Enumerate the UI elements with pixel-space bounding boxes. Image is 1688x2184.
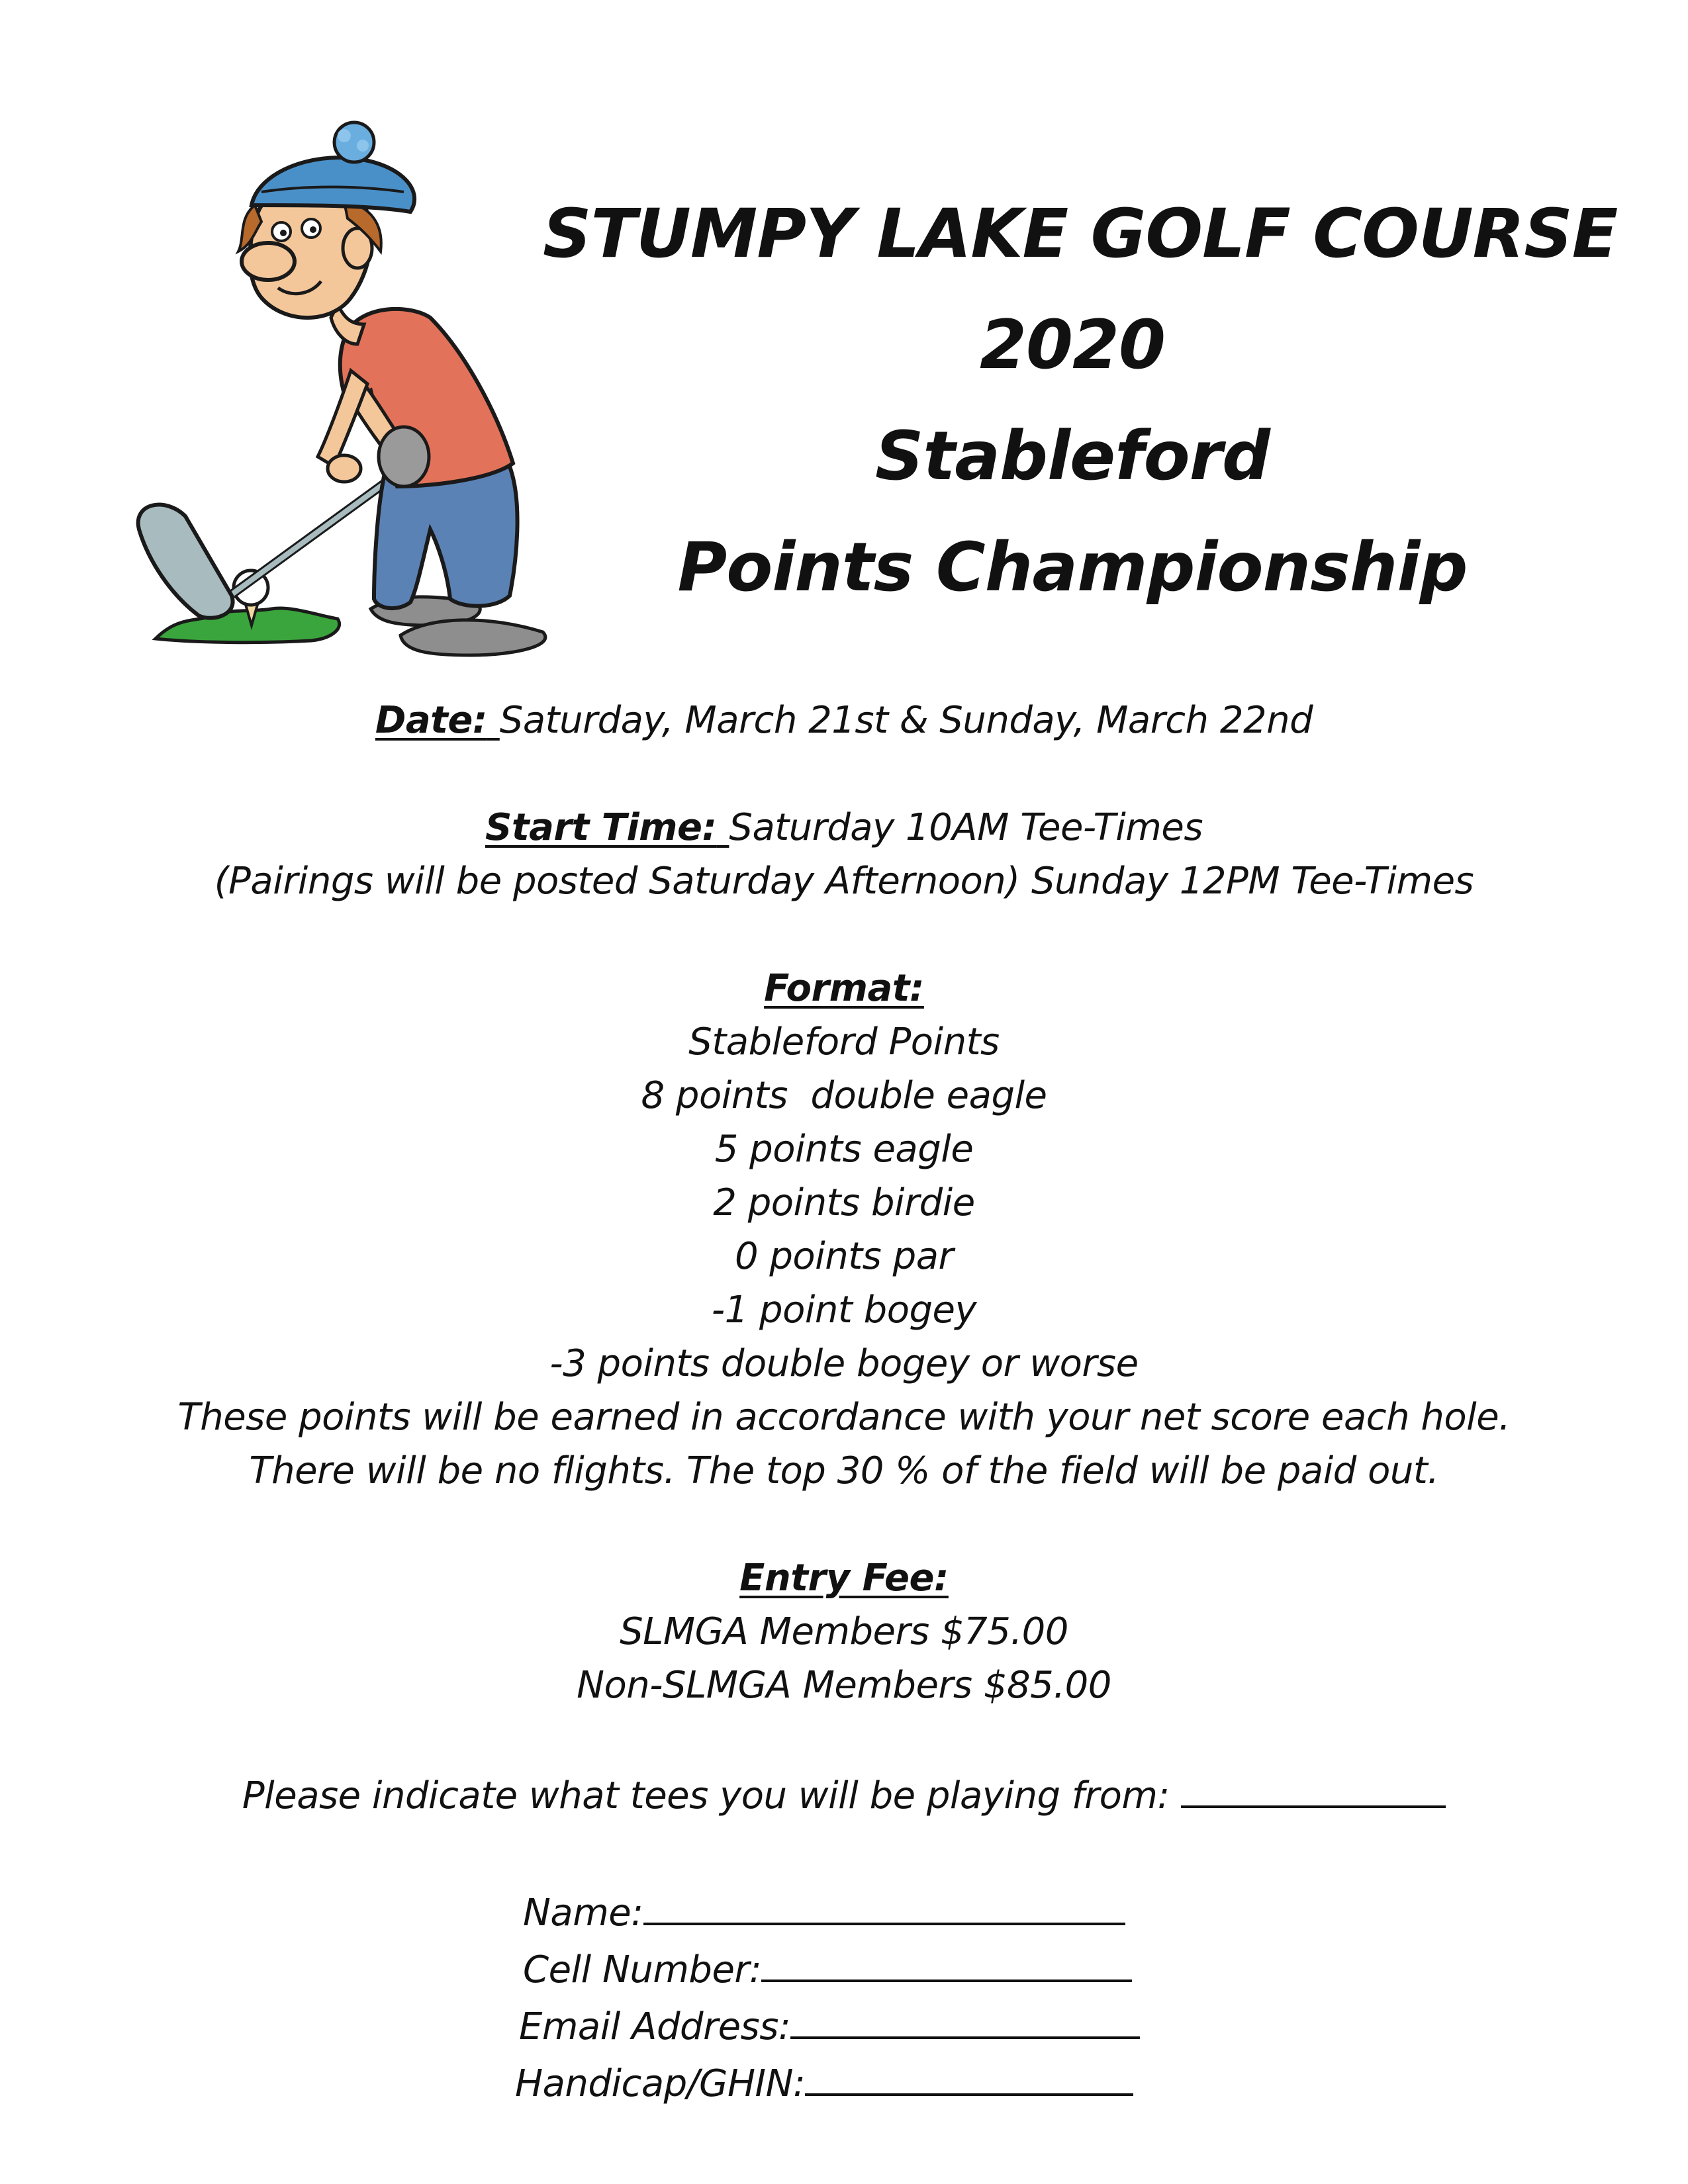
nose — [242, 243, 295, 280]
format-line: There will be no flights. The top 30 % of the field will be paid out. — [249, 1449, 1439, 1492]
format-line: 2 points birdie — [713, 1181, 975, 1224]
date-value: Saturday, March 21st & Sunday, March 22nd — [499, 699, 1313, 742]
start-time-note: (Pairings will be posted Saturday Afternoon) Sunday 12PM Tee-Times — [214, 860, 1474, 903]
name-blank[interactable] — [643, 1883, 1125, 1925]
handicap-blank[interactable] — [805, 2054, 1133, 2096]
email-label: Email Address: — [519, 2005, 791, 2048]
handicap-row — [515, 2054, 1140, 2111]
email-blank[interactable] — [790, 1997, 1140, 2039]
golfer-illustration — [119, 106, 583, 675]
hands — [379, 427, 429, 486]
cell-row — [523, 1940, 1140, 1997]
club-head — [138, 505, 233, 618]
handicap-label: Handicap/GHIN: — [515, 2062, 806, 2105]
name-label: Name: — [523, 1891, 643, 1934]
cap — [252, 158, 414, 212]
pom-pom — [334, 122, 374, 162]
start-time-label: Start Time: — [485, 806, 717, 849]
member-fee: SLMGA Members $75.00 — [620, 1610, 1068, 1653]
start-time-value: Saturday 10AM Tee-Times — [729, 806, 1203, 849]
cell-label: Cell Number: — [523, 1948, 762, 1991]
non-member-fee: Non-SLMGA Members $85.00 — [577, 1664, 1111, 1707]
format-line: -1 point bogey — [711, 1289, 977, 1332]
front-shoe — [400, 620, 545, 655]
start-time-line — [99, 801, 1589, 854]
event-format-name: Stableford — [875, 417, 1270, 496]
event-type: Points Championship — [677, 528, 1468, 607]
registration-form — [515, 1883, 1140, 2111]
event-title — [543, 179, 1618, 623]
date-line — [99, 694, 1589, 747]
format-label: Format: — [764, 967, 924, 1010]
format-line: 0 points par — [734, 1235, 954, 1278]
entry-fee-label: Entry Fee: — [739, 1557, 949, 1600]
format-line: 5 points eagle — [714, 1128, 974, 1171]
format-line: -3 points double bogey or worse — [549, 1342, 1139, 1385]
tees-blank[interactable] — [1181, 1766, 1446, 1808]
event-year: 2020 — [980, 306, 1165, 385]
format-line: Stableford Points — [688, 1021, 1000, 1064]
format-line: These points will be earned in accordance with your net score each hole. — [177, 1396, 1511, 1439]
email-row — [519, 1997, 1140, 2054]
tees-line — [99, 1766, 1589, 1823]
date-label: Date: — [375, 699, 487, 742]
name-row — [523, 1883, 1140, 1940]
cell-blank[interactable] — [761, 1940, 1132, 1982]
tees-prompt: Please indicate what tees you will be playing from: — [242, 1774, 1170, 1817]
course-name: STUMPY LAKE GOLF COURSE — [543, 195, 1618, 273]
format-line: 8 points double eagle — [641, 1074, 1047, 1117]
event-details — [99, 694, 1589, 1823]
